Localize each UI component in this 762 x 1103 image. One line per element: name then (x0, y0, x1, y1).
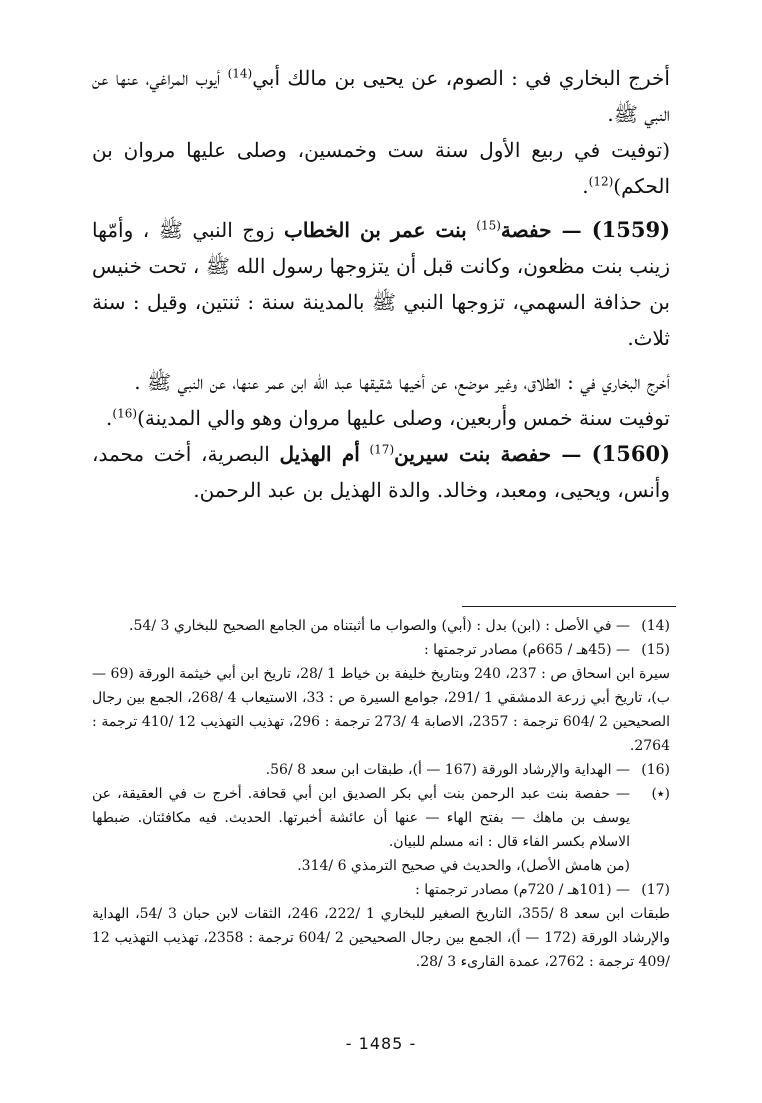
entry-text: زوج النبي ﷺ ، وأمّها زينب بنت مظعون، وكانت قبل أن يتزوجها رسول الله ﷺ ، تحت خنيس بن حذافة السهمي، تزوجها النبي ﷺ بالمدينة سنة : ثنتين، وقيل : سنة ثلاث. (92, 218, 670, 350)
text: أخرج البخاري في : الصوم، عن يحيى بن مالك أبي (252, 66, 670, 90)
footnote-15 (92, 638, 670, 662)
entry-text: البصرية، أخت محمد، وأنس، ويحيى، ومعبد، وخالد. والدة الهذيل بن عبد الرحمن. (92, 442, 670, 502)
text: أيوب المراغي، عنها عن النبي ﷺ. (92, 66, 670, 126)
footnote-text: — حفصة بنت عبد الرحمن بنت أبي بكر الصديق ابن أبي قحافة. أخرج ت في العقيقة، عن يوسف بن ماهك — بفتح الهاء — عنها أن عائشة أخبرتها. الحديث. فيه مكافئتان. ضبطها الاسلام بكسر الفاء قال : انه مسلم للبيان. (92, 786, 630, 850)
entry-number: (1560) (591, 441, 670, 466)
footnote-16 (92, 758, 670, 782)
footnote-ref: (14) (227, 66, 253, 81)
footnote-15-sources (92, 662, 670, 758)
paragraph-bukhari-sawm (92, 60, 670, 132)
footnote-text: — (45هـ / 665م) مصادر ترجمتها : (423, 642, 630, 658)
footnote-ref: (12) (588, 174, 614, 189)
footnote-ref: (16) (112, 406, 138, 421)
footnote-label: (17) (641, 882, 670, 898)
footnotes (92, 614, 670, 974)
footnote-text: — الهداية والإرشاد الورقة (167 — أ)، طبقات ابن سعد 8 /56. (265, 762, 630, 778)
text: (توفيت في ربيع الأول سنة ست وخمسين، وصلى عليها مروان بن الحكم) (92, 138, 670, 198)
entry-number: (1559) (591, 217, 671, 242)
footnote-label-blank (630, 854, 670, 878)
paragraph-death-note-2 (92, 400, 670, 436)
footnote-ref: (15) (476, 218, 501, 233)
footnote-label: (14) (641, 618, 670, 634)
paragraph-death-note (92, 132, 670, 204)
footnote-text: — (101هـ / 720م) مصادر ترجمتها : (415, 882, 630, 898)
entry-name: حفصة بنت سيرين (394, 442, 552, 466)
text: . (106, 406, 113, 430)
footnote-label: (16) (641, 762, 670, 778)
main-text (92, 60, 670, 508)
footnote-14 (92, 614, 670, 638)
entry-name: حفصة (500, 218, 552, 242)
footnote-divider (462, 606, 676, 607)
dash: — (551, 218, 592, 242)
paragraph-bukhari-talaq (92, 364, 670, 400)
entry-name-rest: بنت عمر بن الخطاب (283, 218, 467, 242)
page-number: - 1485 - (345, 1034, 417, 1053)
footnote-text: (من هامش الأصل)، والحديث في صحيح الترمذي 6 /314. (297, 858, 630, 874)
text: أخرج البخاري في : الطلاق، وغير موضع، عن أخيها شقيقها عبد الله ابن عمر عنها، عن النبي ﷺ . (134, 370, 670, 394)
text: . (582, 174, 589, 198)
footnote-label: (15) (641, 642, 670, 658)
footnote-text: — في الأصل : (ابن) بدل : (أبي) والصواب ما أثبتناه من الجامع الصحيح للبخاري 3 /54. (129, 618, 630, 634)
footnote-star-source (92, 854, 670, 878)
footnote-text: طبقات ابن سعد 8 /355، التاريخ الصغير للبخاري 1 /222، 246، الثقات لابن حبان 3 /54، الهداية والإرشاد الورقة (172 — أ)، الجمع بين رجال الصحيحين 2 /604 ترجمة : 2358، تهذيب التهذيب 12 /409 ترجمة : 2762، عمدة القارىء 3 /28. (92, 906, 670, 970)
text: توفيت سنة خمس وأربعين، وصلى عليها مروان وهو والي المدينة) (137, 406, 670, 430)
footnote-ref: (17) (369, 442, 395, 457)
footnote-17-sources (92, 902, 670, 974)
entry-1559 (92, 212, 670, 356)
footnote-text: سيرة ابن اسحاق ص : 237، 240 وبتاريخ خليفة بن خياط 1 /28، تاريخ ابن أبي خيثمة الورقة (69 — ب)، تاريخ أبي زرعة الدمشقي 1 /291، جوامع السيرة ص : 33، الاستيعاب 4 /268، الجمع بين رجال الصحيحين 2 /604 ترجمة : 2357، الاصابة 4 /273 ترجمة : 296، تهذيب التهذيب 12 /410 ترجمة : 2764. (92, 666, 670, 754)
footnote-label: (٭) (651, 786, 670, 802)
footnote-star (92, 782, 670, 854)
footnote-17 (92, 878, 670, 902)
entry-1560 (92, 436, 670, 508)
dash: — (551, 442, 592, 466)
entry-name-rest: أم الهذيل (279, 442, 360, 466)
